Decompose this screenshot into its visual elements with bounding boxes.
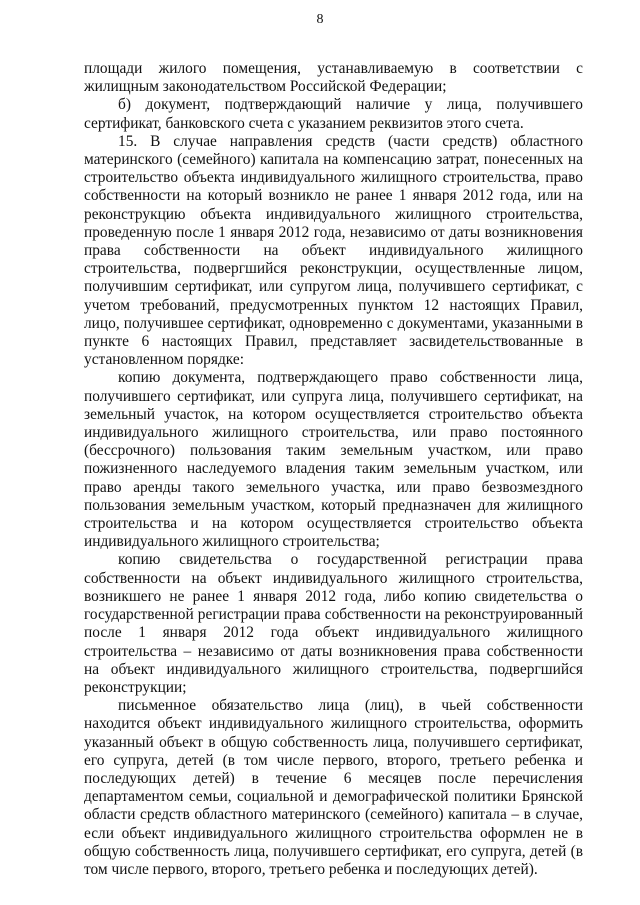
page-number: 8 (316, 12, 324, 27)
document-body (84, 60, 583, 879)
paragraph-registration-certificate: копию свидетельства о государственной регистрации права собственности на объект индивидуального жилищного строительства, возникшего не ранее 1 января 2012 года, либо копию свидетельства о государственной регистрации права собственности на реконструированный после 1 января 2012 года объект индивидуального жилищного строительства – независимо от даты возникновения права собственности на объект индивидуального жилищного строительства, подвергшийся реконструкции; (84, 551, 583, 696)
paragraph-written-obligation: письменное обязательство лица (лиц), в чьей собственности находится объект индивидуального жилищного строительства, оформить указанный объект в общую собственность лица, получившего сертификат, его супруга, детей (в том числе первого, второго, третьего ребенка и последующих детей) в течение 6 месяцев после перечисления департаментом семьи, социальной и демографической политики Брянской области средств областного материнского (семейного) капитала – в случае, если объект индивидуального жилищного строительства оформлен не в общую собственность лица, получившего сертификат, его супруга, детей (в том числе первого, второго, третьего ребенка и последующих детей). (84, 697, 583, 878)
paragraph-clause-15: 15. В случае направления средств (части средств) областного материнского (семейного) капитала на компенсацию затрат, понесенных на строительство объекта индивидуального жилищного строительства, право собственности на который возникло не ранее 1 января 2012 года, или на реконструкцию объекта индивидуального жилищного строительства, проведенную после 1 января 2012 года, независимо от даты возникновения права собственности на объект индивидуального жилищного строительства, подвергшийся реконструкции, осуществленные лицом, получившим сертификат, или супругом лица, получившего сертификат, с учетом требований, предусмотренных пунктом 12 настоящих Правил, лицо, получившее сертификат, одновременно с документами, указанными в пункте 6 настоящих Правил, представляет засвидетельствованные в установленном порядке: (84, 132, 583, 369)
paragraph-land-document: копию документа, подтверждающего право собственности лица, получившего сертификат, или супруга лица, получившего сертификат, на земельный участок, на котором осуществляется строительство объекта индивидуального жилищного строительства, или право постоянного (бессрочного) пользования таким земельным участком, или право пожизненного наследуемого владения таким земельным участком, или право аренды такого земельного участка, или право безвозмездного пользования земельным участком, который предназначен для жилищного строительства и на котором осуществляется строительство объекта индивидуального жилищного строительства; (84, 369, 583, 551)
paragraph-item-b: б) документ, подтверждающий наличие у лица, получившего сертификат, банковского счета с указанием реквизитов этого счета. (84, 96, 583, 132)
paragraph-continuation: площади жилого помещения, устанавливаемую в соответствии с жилищным законодательством Российской Федерации; (84, 60, 583, 96)
